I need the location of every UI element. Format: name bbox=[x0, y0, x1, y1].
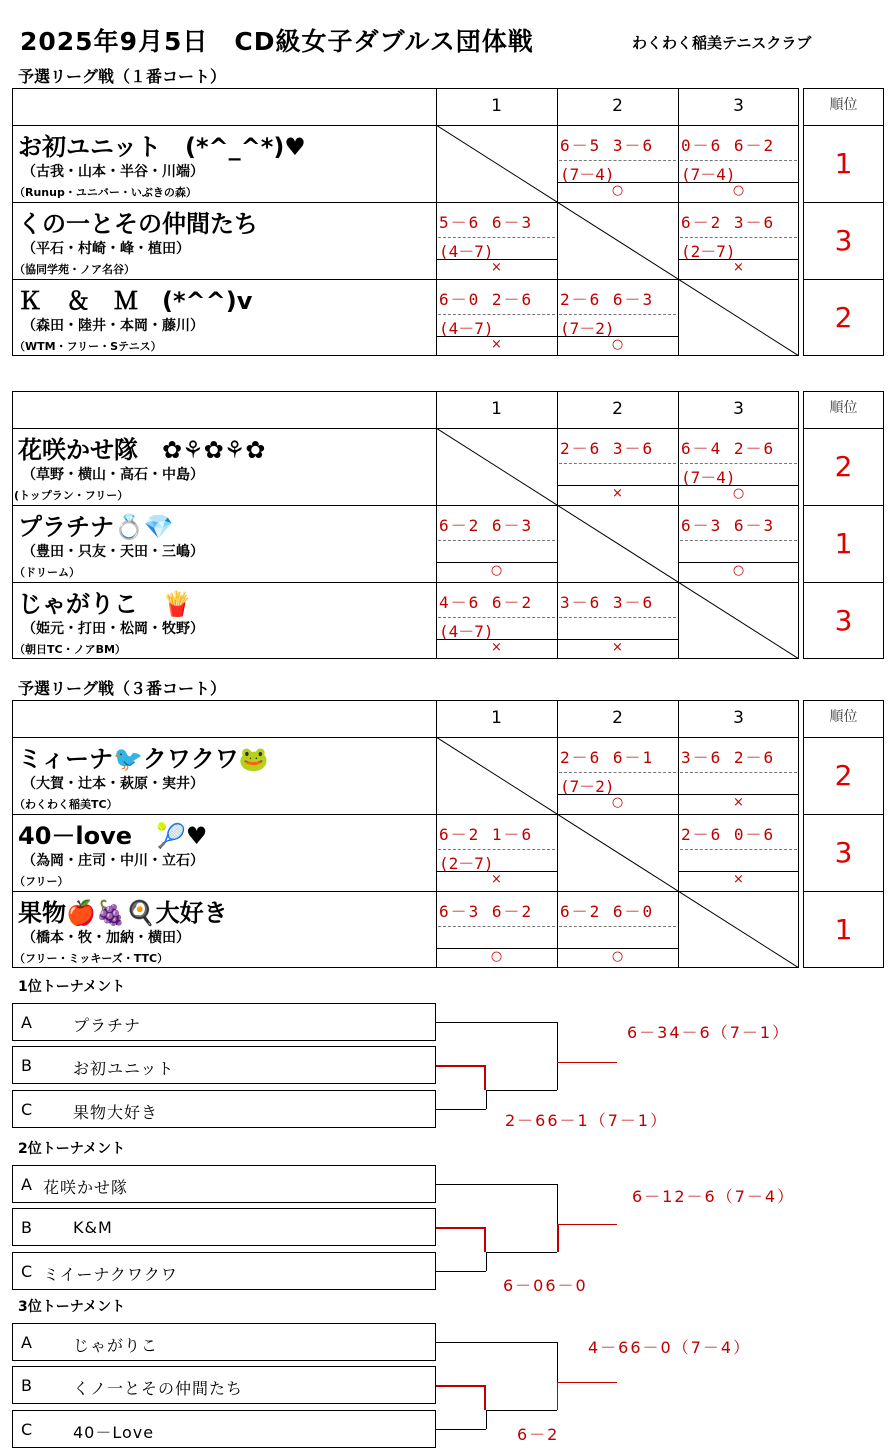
bracket-line-winner bbox=[436, 1227, 484, 1229]
bracket-line bbox=[486, 1410, 487, 1429]
team-club: （フリー・ミッキーズ・TTC） bbox=[14, 952, 169, 965]
rank-value: 2 bbox=[834, 759, 853, 792]
column-header: 2 bbox=[612, 708, 623, 728]
bracket-line bbox=[436, 1109, 486, 1110]
column-header: 3 bbox=[733, 708, 744, 728]
tiebreak-score: (2－7) bbox=[681, 242, 736, 261]
grid-line bbox=[803, 814, 884, 815]
rank-header: 順位 bbox=[829, 709, 858, 725]
match-result: × bbox=[733, 260, 744, 275]
bracket-line bbox=[436, 1184, 557, 1185]
team-members: （姫元・打田・松岡・牧野） bbox=[22, 621, 204, 637]
bracket-team-box bbox=[12, 1165, 436, 1203]
score-divider bbox=[559, 926, 676, 927]
bracket-team-name: 花咲かせ隊 bbox=[43, 1178, 129, 1197]
league-title: 予選リーグ戦（１番コート） bbox=[18, 67, 227, 86]
team-name: 40－love 🎾♥ bbox=[18, 822, 208, 850]
bracket-line bbox=[486, 1410, 557, 1411]
grid-line bbox=[803, 279, 884, 280]
set-score: 3－6 2－6 bbox=[681, 748, 776, 767]
grid-line bbox=[803, 737, 884, 738]
grid-line bbox=[12, 814, 799, 815]
tournament-title: 2位トーナメント bbox=[18, 1141, 126, 1157]
tiebreak-score: (7－4) bbox=[560, 165, 615, 184]
set-score: 2－6 6－1 bbox=[560, 748, 655, 767]
bracket-team-box bbox=[12, 1323, 436, 1361]
bracket-line-winner bbox=[557, 1224, 559, 1252]
match-result: × bbox=[491, 640, 502, 655]
score-divider bbox=[680, 160, 797, 161]
score-divider bbox=[438, 314, 555, 315]
rank-value: 2 bbox=[834, 450, 853, 483]
semifinal-score: 6－2 bbox=[517, 1425, 560, 1444]
bracket-line bbox=[486, 1252, 557, 1253]
bracket-line bbox=[436, 1342, 557, 1343]
tiebreak-score: (7－4) bbox=[681, 165, 736, 184]
column-header: 3 bbox=[733, 399, 744, 419]
bracket-line bbox=[557, 1022, 558, 1090]
rank-header: 順位 bbox=[829, 400, 858, 416]
bracket-seed-label: C bbox=[21, 1420, 34, 1439]
rank-header: 順位 bbox=[829, 97, 858, 113]
rank-value: 3 bbox=[834, 836, 853, 869]
grid-line bbox=[803, 428, 884, 429]
self-match-diagonal bbox=[678, 891, 799, 968]
set-score: 2－6 3－6 bbox=[560, 439, 655, 458]
bracket-line bbox=[486, 1090, 487, 1109]
semifinal-score: 2－66－1（7－1） bbox=[505, 1111, 669, 1130]
rank-value: 3 bbox=[834, 224, 853, 257]
team-members: （大賀・辻本・萩原・実井） bbox=[22, 776, 204, 792]
score-divider bbox=[680, 237, 797, 238]
page-title: 2025年9月5日 CD級女子ダブルス団体戦 bbox=[20, 27, 534, 56]
bracket-team-name: K&M bbox=[73, 1218, 113, 1237]
set-score: 6－0 2－6 bbox=[439, 290, 534, 309]
team-name: Ｋ ＆ Ｍ (*^^)v bbox=[18, 287, 253, 315]
match-result: ○ bbox=[611, 337, 624, 352]
grid-line bbox=[12, 428, 799, 429]
self-match-diagonal bbox=[678, 582, 799, 659]
bracket-team-box bbox=[12, 1208, 436, 1246]
bracket-team-box bbox=[12, 1410, 436, 1448]
match-result: × bbox=[733, 872, 744, 887]
team-members: （平石・村崎・峰・植田） bbox=[22, 241, 190, 257]
league-title: 予選リーグ戦（３番コート） bbox=[18, 679, 227, 698]
final-score: 6－34－6（7－1） bbox=[627, 1023, 791, 1042]
score-divider bbox=[559, 160, 676, 161]
self-match-diagonal bbox=[436, 125, 557, 202]
bracket-team-box bbox=[12, 1003, 436, 1041]
rank-value: 1 bbox=[834, 147, 853, 180]
bracket-seed-label: C bbox=[21, 1100, 34, 1119]
match-result: ○ bbox=[490, 949, 503, 964]
bracket-team-box bbox=[12, 1090, 436, 1128]
bracket-seed-label: A bbox=[21, 1013, 33, 1032]
match-result: ○ bbox=[732, 183, 745, 198]
score-divider bbox=[438, 617, 555, 618]
team-name: お初ユニット (*^_^*)♥ bbox=[18, 133, 306, 161]
match-result: ○ bbox=[611, 183, 624, 198]
set-score: 6－4 2－6 bbox=[681, 439, 776, 458]
set-score: 6－2 1－6 bbox=[439, 825, 534, 844]
tiebreak-score: (7－2) bbox=[560, 777, 615, 796]
team-club: （朝日TC・ノアBM） bbox=[14, 643, 126, 656]
bracket-line-winner bbox=[557, 1224, 617, 1225]
team-name: プラチナ💍💎 bbox=[18, 513, 174, 541]
team-members: （古我・山本・半谷・川端） bbox=[22, 164, 204, 180]
bracket-team-name: プラチナ bbox=[73, 1016, 142, 1035]
column-header: 1 bbox=[491, 96, 502, 116]
team-club: （わくわく稲美TC） bbox=[14, 798, 118, 811]
score-divider bbox=[559, 617, 676, 618]
match-result: × bbox=[491, 872, 502, 887]
grid-line bbox=[12, 202, 799, 203]
rank-value: 3 bbox=[834, 604, 853, 637]
score-divider bbox=[680, 540, 797, 541]
team-members: （草野・横山・高石・中島） bbox=[22, 467, 204, 483]
team-members: （為岡・庄司・中川・立石） bbox=[22, 853, 204, 869]
rank-value: 1 bbox=[834, 913, 853, 946]
bracket-line bbox=[436, 1022, 557, 1023]
team-name: ミィーナ🐦クワクワ🐸 bbox=[18, 745, 269, 773]
set-score: 5－6 6－3 bbox=[439, 213, 534, 232]
bracket-line-winner bbox=[436, 1065, 484, 1067]
bracket-team-name: ミイーナクワクワ bbox=[43, 1265, 178, 1284]
tiebreak-score: (7－4) bbox=[681, 468, 736, 487]
score-divider bbox=[438, 849, 555, 850]
team-members: （橋本・牧・加納・横田） bbox=[22, 930, 190, 946]
score-divider bbox=[438, 926, 555, 927]
column-header: 2 bbox=[612, 399, 623, 419]
bracket-seed-label: A bbox=[21, 1333, 33, 1352]
team-club: (トップラン・フリー） bbox=[14, 489, 129, 502]
bracket-team-name: じゃがりこ bbox=[73, 1336, 159, 1355]
team-name: くの一とその仲間たち bbox=[18, 210, 258, 238]
rank-value: 2 bbox=[834, 301, 853, 334]
match-result: ○ bbox=[611, 949, 624, 964]
self-match-diagonal bbox=[436, 428, 557, 505]
team-club: （ドリーム） bbox=[14, 566, 80, 579]
bracket-team-name: 40－Love bbox=[73, 1423, 155, 1442]
set-score: 6－2 6－3 bbox=[439, 516, 534, 535]
score-divider bbox=[680, 849, 797, 850]
score-divider bbox=[438, 237, 555, 238]
bracket-seed-label: B bbox=[21, 1218, 33, 1237]
match-result: ○ bbox=[732, 563, 745, 578]
bracket-line-winner bbox=[484, 1227, 486, 1252]
column-header: 2 bbox=[612, 96, 623, 116]
match-result: × bbox=[612, 640, 623, 655]
tiebreak-score: (4－7) bbox=[439, 622, 494, 641]
score-divider bbox=[559, 463, 676, 464]
set-score: 6－3 6－2 bbox=[439, 902, 534, 921]
tiebreak-score: (4－7) bbox=[439, 319, 494, 338]
bracket-team-name: くノ一とその仲間たち bbox=[73, 1379, 244, 1398]
rank-value: 1 bbox=[834, 527, 853, 560]
set-score: 6－2 6－0 bbox=[560, 902, 655, 921]
team-name: じゃがりこ 🍟 bbox=[18, 590, 192, 618]
grid-line bbox=[803, 891, 884, 892]
final-score: 4－66－0（7－4） bbox=[588, 1338, 752, 1357]
grid-line bbox=[803, 125, 884, 126]
set-score: 6－5 3－6 bbox=[560, 136, 655, 155]
match-result: ○ bbox=[611, 795, 624, 810]
grid-line bbox=[803, 505, 884, 506]
bracket-line-winner bbox=[484, 1385, 486, 1410]
bracket-line-winner bbox=[436, 1385, 484, 1387]
bracket-team-box bbox=[12, 1046, 436, 1084]
club-name: わくわく稲美テニスクラブ bbox=[632, 34, 812, 52]
score-divider bbox=[559, 772, 676, 773]
set-score: 2－6 6－3 bbox=[560, 290, 655, 309]
bracket-line-winner bbox=[557, 1062, 617, 1063]
self-match-diagonal bbox=[557, 202, 678, 279]
self-match-diagonal bbox=[436, 737, 557, 814]
final-score: 6－12－6（7－4） bbox=[632, 1187, 796, 1206]
score-divider bbox=[559, 314, 676, 315]
grid-line bbox=[12, 737, 799, 738]
tournament-title: 3位トーナメント bbox=[18, 1299, 126, 1315]
match-result: × bbox=[612, 486, 623, 501]
grid-line bbox=[803, 202, 884, 203]
grid-line bbox=[12, 505, 799, 506]
grid-line bbox=[12, 125, 799, 126]
set-score: 0－6 6－2 bbox=[681, 136, 776, 155]
team-club: （WTM・フリー・Sテニス） bbox=[14, 340, 162, 353]
team-members: （森田・陸井・本岡・藤川） bbox=[22, 318, 204, 334]
bracket-team-box bbox=[12, 1252, 436, 1290]
match-result: ○ bbox=[732, 486, 745, 501]
bracket-line bbox=[436, 1271, 486, 1272]
score-divider bbox=[438, 540, 555, 541]
set-score: 4－6 6－2 bbox=[439, 593, 534, 612]
team-name: 花咲かせ隊 ✿⚘✿⚘✿ bbox=[18, 436, 266, 464]
bracket-seed-label: B bbox=[21, 1376, 33, 1395]
team-members: （豊田・只友・天田・三嶋） bbox=[22, 544, 204, 560]
bracket-team-box bbox=[12, 1366, 436, 1404]
bracket-line bbox=[436, 1429, 486, 1430]
bracket-line bbox=[486, 1252, 487, 1271]
set-score: 2－6 0－6 bbox=[681, 825, 776, 844]
bracket-seed-label: A bbox=[21, 1175, 33, 1194]
bracket-line-winner bbox=[557, 1382, 617, 1383]
team-club: （Runup・ユニバー・いぶきの森） bbox=[14, 186, 197, 199]
self-match-diagonal bbox=[557, 505, 678, 582]
team-name: 果物🍎🍇🍳大好き bbox=[18, 899, 228, 927]
semifinal-score: 6－06－0 bbox=[503, 1276, 588, 1295]
match-result: ○ bbox=[490, 563, 503, 578]
tiebreak-score: (7－2) bbox=[560, 319, 615, 338]
bracket-team-name: 果物大好き bbox=[73, 1103, 159, 1122]
score-divider bbox=[680, 772, 797, 773]
bracket-seed-label: C bbox=[21, 1262, 34, 1281]
column-header: 1 bbox=[491, 399, 502, 419]
tiebreak-score: (2－7) bbox=[439, 854, 494, 873]
match-result: × bbox=[733, 795, 744, 810]
set-score: 6－3 6－3 bbox=[681, 516, 776, 535]
column-header: 3 bbox=[733, 96, 744, 116]
team-club: （協同学苑・ノア名谷） bbox=[14, 263, 135, 276]
tournament-title: 1位トーナメント bbox=[18, 979, 126, 995]
match-result: × bbox=[491, 260, 502, 275]
match-result: × bbox=[491, 337, 502, 352]
set-score: 3－6 3－6 bbox=[560, 593, 655, 612]
score-divider bbox=[680, 463, 797, 464]
team-club: （フリー） bbox=[14, 875, 69, 888]
self-match-diagonal bbox=[678, 279, 799, 356]
self-match-diagonal bbox=[557, 814, 678, 891]
column-header: 1 bbox=[491, 708, 502, 728]
bracket-team-name: お初ユニット bbox=[73, 1059, 175, 1078]
set-score: 6－2 3－6 bbox=[681, 213, 776, 232]
grid-line bbox=[803, 582, 884, 583]
bracket-line-winner bbox=[557, 1382, 558, 1410]
bracket-line bbox=[486, 1090, 557, 1091]
bracket-line-winner bbox=[484, 1065, 486, 1090]
tiebreak-score: (4－7) bbox=[439, 242, 494, 261]
bracket-seed-label: B bbox=[21, 1056, 33, 1075]
